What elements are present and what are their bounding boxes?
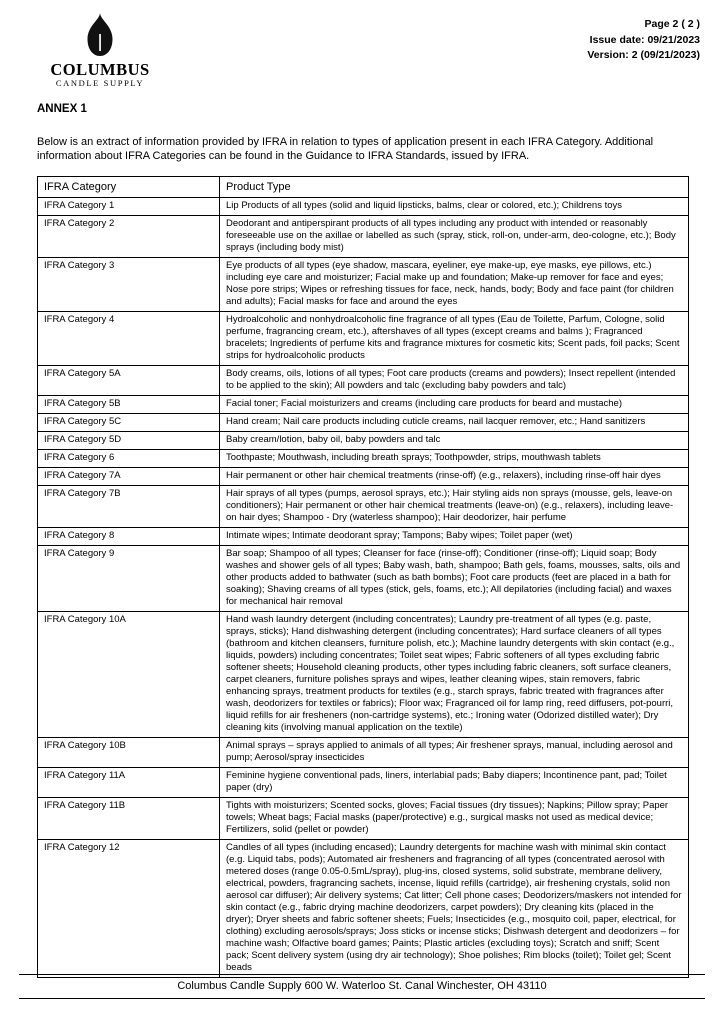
annex-title: ANNEX 1 xyxy=(37,103,87,115)
category-cell: IFRA Category 7A xyxy=(38,468,220,486)
category-cell: IFRA Category 5D xyxy=(38,432,220,450)
table-row xyxy=(38,486,689,528)
page-info-block xyxy=(587,13,700,64)
page-header xyxy=(0,0,724,89)
column-header-category: IFRA Category xyxy=(38,177,220,198)
intro-paragraph: Below is an extract of information provided by IFRA in relation to types of application present in each IFRA Category. Additional information about IFRA Categories can be found in the Guidance to IFRA Standards, issued by IFRA. xyxy=(37,136,654,163)
footer-address: Columbus Candle Supply 600 W. Waterloo St. Canal Winchester, OH 43110 xyxy=(177,980,547,992)
category-cell: IFRA Category 9 xyxy=(38,546,220,612)
table-header-row xyxy=(38,177,689,198)
category-cell: IFRA Category 3 xyxy=(38,258,220,312)
category-cell: IFRA Category 10B xyxy=(38,738,220,768)
category-cell: IFRA Category 1 xyxy=(38,198,220,216)
product-type-cell: Toothpaste; Mouthwash, including breath sprays; Toothpowder, strips, mouthwash tablets xyxy=(220,450,689,468)
product-type-cell: Candles of all types (including encased); Laundry detergents for machine wash with minimal skin contact (e.g. Liquid tabs, pods); Automated air fresheners and fragrancing of all types (concentrated aerosol with metered doses (range 0.05-0.5mL/spray), plug-ins, closed systems, solid substrate, membrane delivery, electrical, powders, fragrancing sachets, incense, liquid refills (cartridge), air freshening crystals, solid non aerosol car diffuser); Air delivery systems; Cat litter; Cell phone cases; Deodorizers/maskers not intended for skin contact (e.g., fabric drying machine deodorizers, carpet powders); Dry cleaning kits (placed in the dryer); Dryer sheets and fabric softener sheets; Fuels; Insecticides (e.g., mosquito coil, paper, electrical, for clothing) excluding aerosols/sprays; Joss sticks or incense sticks; Dishwash detergent and deodorizers – for machine wash; Olfactive board games; Paints; Plastic articles (excluding toys); Scratch and sniff; Scent pack; Scent delivery system (using dry air technology); Shoe polishes; Rim blocks (toilet); Toilet gel; Scent beads xyxy=(220,840,689,978)
table-row xyxy=(38,366,689,396)
table-row xyxy=(38,612,689,738)
logo-subtitle-text: CANDLE SUPPLY xyxy=(55,78,145,88)
table-row xyxy=(38,450,689,468)
product-type-cell: Lip Products of all types (solid and liquid lipsticks, balms, clear or colored, etc.); Childrens toys xyxy=(220,198,689,216)
category-cell: IFRA Category 6 xyxy=(38,450,220,468)
table-row xyxy=(38,258,689,312)
product-type-cell: Intimate wipes; Intimate deodorant spray; Tampons; Baby wipes; Toilet paper (wet) xyxy=(220,528,689,546)
category-cell: IFRA Category 8 xyxy=(38,528,220,546)
category-cell: IFRA Category 12 xyxy=(38,840,220,978)
table-row xyxy=(38,528,689,546)
page-footer xyxy=(19,974,705,999)
issue-date: Issue date: 09/21/2023 xyxy=(589,33,700,46)
product-type-cell: Body creams, oils, lotions of all types; Foot care products (creams and powders); Insect repellent (intended to be applied to the skin); All powders and talc (excluding baby powders and talc) xyxy=(220,366,689,396)
product-type-cell: Animal sprays – sprays applied to animals of all types; Air freshener sprays, manual, including aerosol and pump; Aerosol/spray insecticides xyxy=(220,738,689,768)
table-body xyxy=(38,198,689,978)
page-number: Page 2 ( 2 ) xyxy=(644,18,700,30)
table-row xyxy=(38,468,689,486)
table-row xyxy=(38,432,689,450)
product-type-cell: Tights with moisturizers; Scented socks, gloves; Facial tissues (dry tissues); Napkins; Pillow spray; Paper towels; Wheat bags; Facial masks (paper/protective) e.g., surgical masks not used as medical device; Fertilizers, solid (pellet or powder) xyxy=(220,798,689,840)
product-type-cell: Baby cream/lotion, baby oil, baby powders and talc xyxy=(220,432,689,450)
table-row xyxy=(38,840,689,978)
category-cell: IFRA Category 5C xyxy=(38,414,220,432)
table-row xyxy=(38,546,689,612)
table-row xyxy=(38,768,689,798)
product-type-cell: Hair permanent or other hair chemical treatments (rinse-off) (e.g., relaxers), including rinse-off hair dyes xyxy=(220,468,689,486)
product-type-cell: Deodorant and antiperspirant products of all types including any product with intended or reasonably foreseeable use on the axillae or labelled as such (spray, stick, roll-on, under-arm, deo-cologne, etc.); Body sprays (including body mist) xyxy=(220,216,689,258)
logo-name-text: COLUMBUS xyxy=(50,60,150,79)
category-cell: IFRA Category 4 xyxy=(38,312,220,366)
category-cell: IFRA Category 10A xyxy=(38,612,220,738)
category-cell: IFRA Category 11A xyxy=(38,768,220,798)
table-row xyxy=(38,216,689,258)
company-logo xyxy=(52,13,148,89)
product-type-cell: Hair sprays of all types (pumps, aerosol sprays, etc.); Hair styling aids non sprays (mousse, gels, leave-on conditioners); Hair permanent or other hair chemical treatments (leave-on) (e.g., relaxers), including leave-on hair dyes; Shampoo - Dry (waterless shampoo); Hair deodorizer, hair perfume xyxy=(220,486,689,528)
product-type-cell: Hand wash laundry detergent (including concentrates); Laundry pre-treatment of all types (e.g. paste, sprays, sticks); Hand dishwashing detergent (including concentrates); Hard surface cleaners of all types (bathroom and kitchen cleansers, furniture polish, etc.); Machine laundry detergents with skin contact (e.g., liquids, powders) including concentrates; Toilet seat wipes; Fabric softeners of all types excluding fabric softener sheets; Household cleaning products, other types including fabric cleaners, soft surface cleaners, carpet cleaners, furniture polishes sprays and wipes, leather cleaning wipes, stain removers, fabric enhancing sprays, treatment products for textiles (e.g., starch sprays, fabric treated with fragrances after wash, deodorizers for textiles or fabrics); Floor wax; Fragranced oil for lamp ring, reed diffusers, pot-pourri, liquid refills for air fresheners (non-cartridge systems), etc.; Ironing water (Odorized distilled water); Dry cleaning kits (involving manual application on the textile) xyxy=(220,612,689,738)
product-type-cell: Bar soap; Shampoo of all types; Cleanser for face (rinse-off); Conditioner (rinse-off); Liquid soap; Body washes and shower gels of all types; Baby wash, bath, shampoo; Bath gels, foams, mousses, salts, oils and other products added to bathwater (such as bath bombs); Foot care products (feet are placed in a bath for soaking); Shaving creams of all types (stick, gels, foams, etc.); All depilatories (including facial) and waxes for mechanical hair removal xyxy=(220,546,689,612)
column-header-product-type: Product Type xyxy=(220,177,689,198)
category-cell: IFRA Category 5A xyxy=(38,366,220,396)
category-cell: IFRA Category 11B xyxy=(38,798,220,840)
version: Version: 2 (09/21/2023) xyxy=(587,49,700,61)
product-type-cell: Facial toner; Facial moisturizers and creams (including care products for beard and mustache) xyxy=(220,396,689,414)
product-type-cell: Eye products of all types (eye shadow, mascara, eyeliner, eye make-up, eye masks, eye pillows, etc.) including eye care and moisturizer; Facial make up and foundation; Make-up remover for face and eyes; Nose pore strips; Wipes or refreshing tissues for face, neck, hands, body; Body and face paint (for children and adults); Facial masks for face and around the eyes xyxy=(220,258,689,312)
table-row xyxy=(38,396,689,414)
category-cell: IFRA Category 7B xyxy=(38,486,220,528)
product-type-cell: Hand cream; Nail care products including cuticle creams, nail lacquer remover, etc.; Hand sanitizers xyxy=(220,414,689,432)
table-row xyxy=(38,312,689,366)
table-row xyxy=(38,798,689,840)
table-row xyxy=(38,414,689,432)
product-type-cell: Hydroalcoholic and nonhydroalcoholic fine fragrance of all types (Eau de Toilette, Parfum, Cologne, solid perfume, fragrancing cream, etc.), aftershaves of all types (except creams and balms ); Fragranced bracelets; Ingredients of perfume kits and fragrance mixtures for cosmetic kits; Scent pads, foil packs; Scent strips for hydroalcoholic products xyxy=(220,312,689,366)
flame-icon xyxy=(83,13,117,62)
category-cell: IFRA Category 5B xyxy=(38,396,220,414)
product-type-cell: Feminine hygiene conventional pads, liners, interlabial pads; Baby diapers; Incontinence pant, pad; Toilet paper (dry) xyxy=(220,768,689,798)
table-row xyxy=(38,198,689,216)
category-cell: IFRA Category 2 xyxy=(38,216,220,258)
table-row xyxy=(38,738,689,768)
ifra-category-table xyxy=(37,176,689,978)
